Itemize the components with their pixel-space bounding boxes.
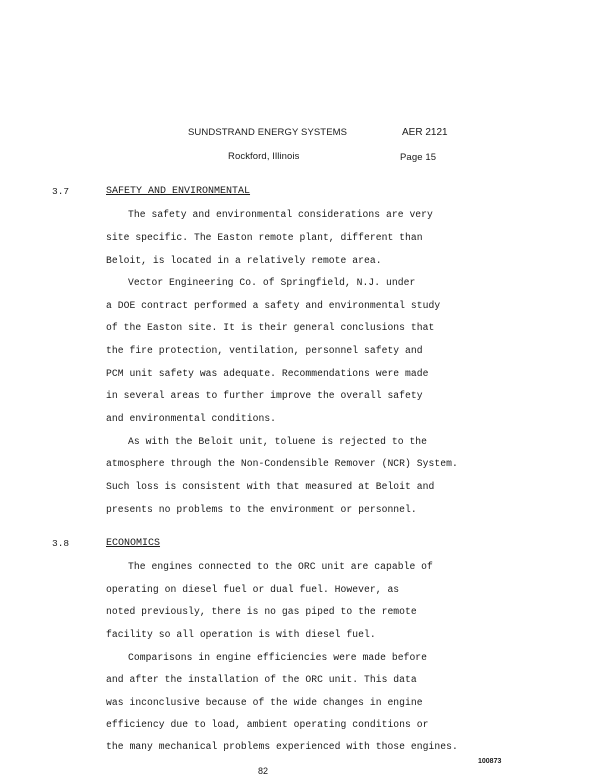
body-line: the many mechanical problems experienced with those engines.: [106, 741, 458, 752]
body-line: and environmental conditions.: [106, 413, 277, 424]
body-line: The engines connected to the ORC unit are capable of: [128, 561, 433, 572]
body-line: The safety and environmental considerations are very: [128, 209, 433, 220]
company-location: Rockford, Illinois: [228, 151, 300, 162]
body-line: PCM unit safety was adequate. Recommendations were made: [106, 368, 429, 379]
body-line: Beloit, is located in a relatively remote area.: [106, 255, 382, 266]
body-line: presents no problems to the environment or personnel.: [106, 504, 417, 515]
body-line: and after the installation of the ORC unit. This data: [106, 674, 417, 685]
body-line: site specific. The Easton remote plant, different than: [106, 232, 423, 243]
body-line: in several areas to further improve the overall safety: [106, 390, 423, 401]
body-line: Comparisons in engine efficiencies were made before: [128, 652, 428, 663]
body-line: noted previously, there is no gas piped to the remote: [106, 606, 417, 617]
body-line: Such loss is consistent with that measured at Beloit and: [106, 481, 435, 492]
body-line: efficiency due to load, ambient operating conditions or: [106, 719, 429, 730]
section-number: 3.8: [52, 538, 70, 549]
body-line: Vector Engineering Co. of Springfield, N.J. under: [128, 277, 416, 288]
section-number: 3.7: [52, 186, 70, 197]
section-title: SAFETY AND ENVIRONMENTAL: [106, 186, 251, 197]
section-title: ECONOMICS: [106, 538, 161, 549]
document-code: 100873: [478, 758, 502, 765]
body-line: atmosphere through the Non-Condensible Remover (NCR) System.: [106, 458, 458, 469]
body-line: was inconclusive because of the wide changes in engine: [106, 697, 423, 708]
body-line: of the Easton site. It is their general conclusions that: [106, 322, 435, 333]
body-line: operating on diesel fuel or dual fuel. However, as: [106, 584, 400, 595]
body-line: facility so all operation is with diesel fuel.: [106, 629, 376, 640]
body-line: the fire protection, ventilation, personnel safety and: [106, 345, 423, 356]
page-number: 82: [258, 766, 269, 776]
body-line: As with the Beloit unit, toluene is rejected to the: [128, 436, 428, 447]
body-line: a DOE contract performed a safety and environmental study: [106, 300, 441, 311]
report-id: AER 2121: [402, 127, 448, 138]
page-label: Page 15: [400, 152, 437, 163]
company-name: SUNDSTRAND ENERGY SYSTEMS: [188, 127, 348, 138]
